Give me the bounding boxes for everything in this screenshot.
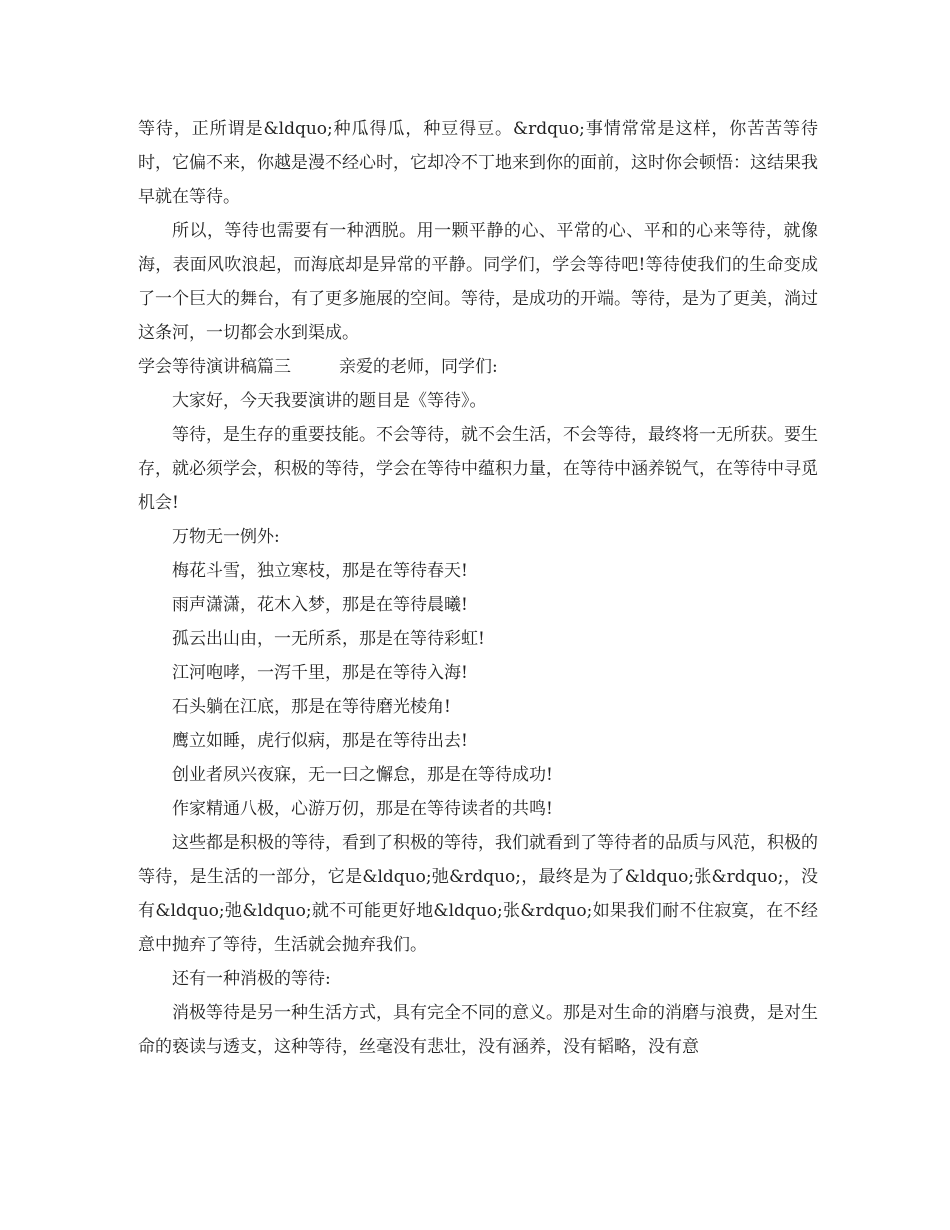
document-body	[138, 112, 818, 1064]
paragraph-3: 大家好，今天我要演讲的题目是《等待》。	[172, 391, 487, 411]
paragraph-1: 等待，正所谓是&ldquo;种瓜得瓜，种豆得豆。&rdquo;事情常常是这样，你苦苦等待时，它偏不来，你越是漫不经心时，它却冷不丁地来到你的面前，这时你会顿悟：这结果我早就在等待。	[138, 119, 818, 207]
paragraph-6: 这些都是积极的等待，看到了积极的等待，我们就看到了等待者的品质与风范，积极的等待，是生活的一部分，它是&ldquo;弛&rdquo;，最终是为了&ldquo;张&rdquo;，没有&ldquo;弛&ldquo;就不可能更好地&ldquo;张&rdquo;如果我们耐不住寂寞，在不经意中抛弃了等待，生活就会抛弃我们。	[138, 833, 818, 955]
greeting: 亲爱的老师，同学们:	[339, 357, 498, 377]
section-heading-line	[138, 350, 818, 384]
paragraph-8: 消极等待是另一种生活方式，具有完全不同的意义。那是对生命的消磨与浪费，是对生命的亵读与透支，这种等待，丝毫没有悲壮，没有涵养，没有韬略，没有意	[138, 1003, 818, 1057]
list-line-1: 梅花斗雪，独立寒枝，那是在等待春天!	[172, 561, 468, 581]
list-line-5: 石头躺在江底，那是在等待磨光棱角!	[172, 697, 451, 717]
list-line-2: 雨声潇潇，花木入梦，那是在等待晨曦!	[172, 595, 468, 615]
list-line-7: 创业者夙兴夜寐，无一曰之懈怠，那是在等待成功!	[172, 765, 553, 785]
paragraph-7: 还有一种消极的等待:	[172, 969, 331, 989]
section-title: 学会等待演讲稿篇三	[138, 357, 291, 377]
list-line-4: 江河咆哮，一泻千里，那是在等待入海!	[172, 663, 468, 683]
paragraph-5: 万物无一例外:	[172, 527, 280, 547]
paragraph-2: 所以，等待也需要有一种洒脱。用一颗平静的心、平常的心、平和的心来等待，就像海，表面风吹浪起，而海底却是异常的平静。同学们，学会等待吧!等待使我们的生命变成了一个巨大的舞台，有了更多施展的空间。等待，是成功的开端。等待，是为了更美，淌过这条河，一切都会水到渠成。	[138, 221, 818, 343]
list-line-3: 孤云出山由，一无所系，那是在等待彩虹!	[172, 629, 485, 649]
list-line-8: 作家精通八极，心游万仞，那是在等待读者的共鸣!	[172, 799, 553, 819]
list-line-6: 鹰立如睡，虎行似病，那是在等待出去!	[172, 731, 468, 751]
paragraph-4: 等待，是生存的重要技能。不会等待，就不会生活，不会等待，最终将一无所获。要生存，就必须学会，积极的等待，学会在等待中蕴积力量，在等待中涵养锐气，在等待中寻觅机会!	[138, 425, 818, 513]
